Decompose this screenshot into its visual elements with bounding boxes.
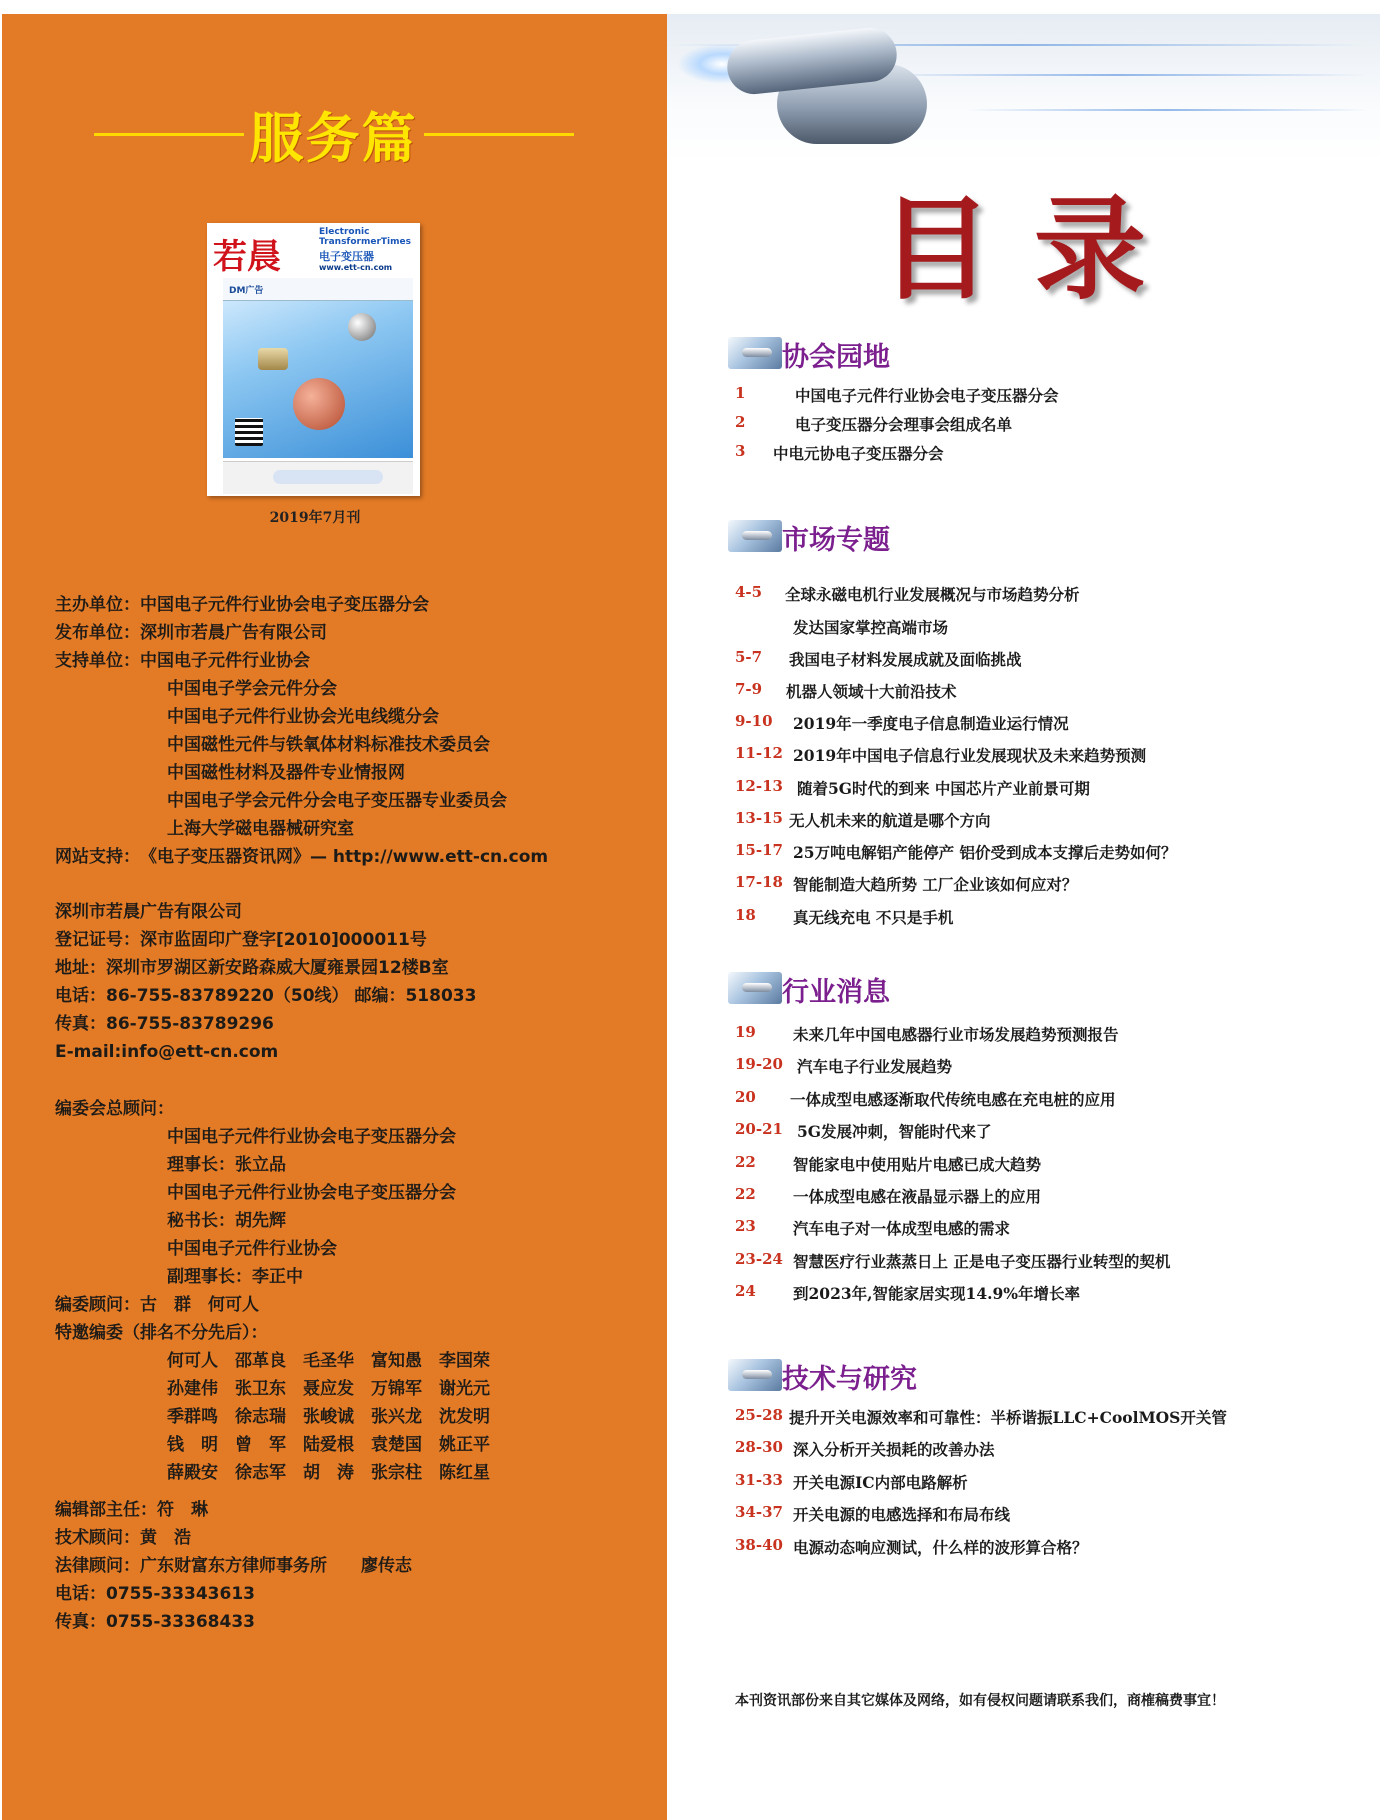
support-unit: 上海大学磁电器械研究室 [167,819,354,839]
copyright-footnote: 本刊资讯部份来自其它媒体及网络，如有侵权问题请联系我们，商榷稿费事宜！ [735,1693,1225,1709]
pointing-hand-icon [728,337,782,369]
cover-side-strip [211,283,221,483]
company-email[interactable]: E-mail:info@ett-cn.com [55,1042,279,1062]
company-block [55,898,476,1066]
magazine-cover[interactable] [207,223,420,496]
pointing-hand-banner [667,14,1380,164]
cover-product-core [348,313,376,341]
sponsor-row: 支持单位：中国电子元件行业协会 [55,651,310,671]
service-section-title [0,96,667,173]
company-address: 地址：深圳市罗湖区新安路森威大厦雍景园12楼B室 [55,958,449,978]
special-editors-label: 特邀编委（排名不分先后）： [55,1323,268,1343]
staff-row: 编辑部主任：符 琳 [55,1500,208,1520]
sponsor-row: 发布单位：深圳市若晨广告有限公司 [55,623,327,643]
cover-url: www.ett-cn.com [319,263,393,272]
company-registration: 登记证号：深市监固印广登字[2010]000011号 [55,930,427,950]
staff-block [55,1496,412,1636]
service-title-text: 服务篇 [249,106,418,170]
advisor-line: 秘书长：胡先辉 [167,1211,286,1231]
staff-row: 电话：0755-33343613 [55,1584,255,1604]
title-rule-left [94,133,244,136]
cover-ad-band [223,278,413,301]
title-rule-right [424,133,574,136]
advisor-line: 中国电子元件行业协会电子变压器分会 [167,1183,456,1203]
pointing-hand-icon [728,972,782,1004]
sponsor-block [55,591,548,871]
cover-product-inductor [258,348,288,370]
staff-row: 技术顾问：黄 浩 [55,1528,191,1548]
cover-product-ball [293,378,345,430]
cover-qr-icon [235,418,263,446]
advisor-line: 副理事长：李正中 [167,1267,303,1287]
cover-band-text: DM广告 [229,286,264,296]
cover-english-title: Electronic TransformerTimes [319,227,411,247]
editorial-board-block [55,1095,490,1487]
advisor-line: 中国电子元件行业协会 [167,1239,337,1259]
staff-row: 传真：0755-33368433 [55,1612,255,1632]
support-unit: 中国磁性元件与铁氧体材料标准技术委员会 [167,735,490,755]
website-link[interactable]: 《电子变压器资讯网》— http://www.ett-cn.com [140,847,549,867]
special-editors-row: 钱 明 曾 军 陆爱根 袁楚国 姚正平 [167,1435,490,1455]
support-unit: 中国电子学会元件分会电子变压器专业委员会 [167,791,507,811]
pointing-hand-icon [728,520,782,552]
toc-title: 目录 [880,184,1188,315]
advisor-line: 中国电子元件行业协会电子变压器分会 [167,1127,456,1147]
cover-footer [223,461,413,494]
cover-footer-logo [273,470,383,484]
company-name: 深圳市若晨广告有限公司 [55,902,242,922]
cover-date: 2019年7月刊 [269,510,361,526]
advisor-line: 理事长：张立品 [167,1155,286,1175]
pointing-hand-icon [728,1359,782,1391]
company-fax: 传真：86-755-83789296 [55,1014,274,1034]
special-editors-row: 何可人 邵革良 毛圣华 富知愚 李国荣 [167,1351,490,1371]
cover-chinese-title: 电子变压器 [319,250,374,263]
support-unit: 中国磁性材料及器件专业情报网 [167,763,405,783]
company-phone: 电话：86-755-83789220（50线） 邮编：518033 [55,986,477,1006]
advisors-label: 编委会总顾问： [55,1099,174,1119]
special-editors-row: 孙建伟 张卫东 聂应发 万锦军 谢光元 [167,1379,490,1399]
support-unit: 中国电子元件行业协会光电线缆分会 [167,707,439,727]
special-editors-row: 季群鸣 徐志瑞 张峻诚 张兴龙 沈发明 [167,1407,490,1427]
left-panel-content [0,0,667,1820]
cover-artwork [223,278,413,458]
special-editors-row: 薛殿安 徐志军 胡 涛 张宗柱 陈红星 [167,1463,490,1483]
website-row: 网站支持：《电子变压器资讯网》— http://www.ett-cn.com [55,847,549,867]
cover-brand: 若晨 [213,237,281,277]
sponsor-row: 主办单位：中国电子元件行业协会电子变压器分会 [55,595,429,615]
consultant-row: 编委顾问：古 群 何可人 [55,1295,259,1315]
staff-row: 法律顾问：广东财富东方律师事务所 廖传志 [55,1556,412,1576]
support-unit: 中国电子学会元件分会 [167,679,337,699]
